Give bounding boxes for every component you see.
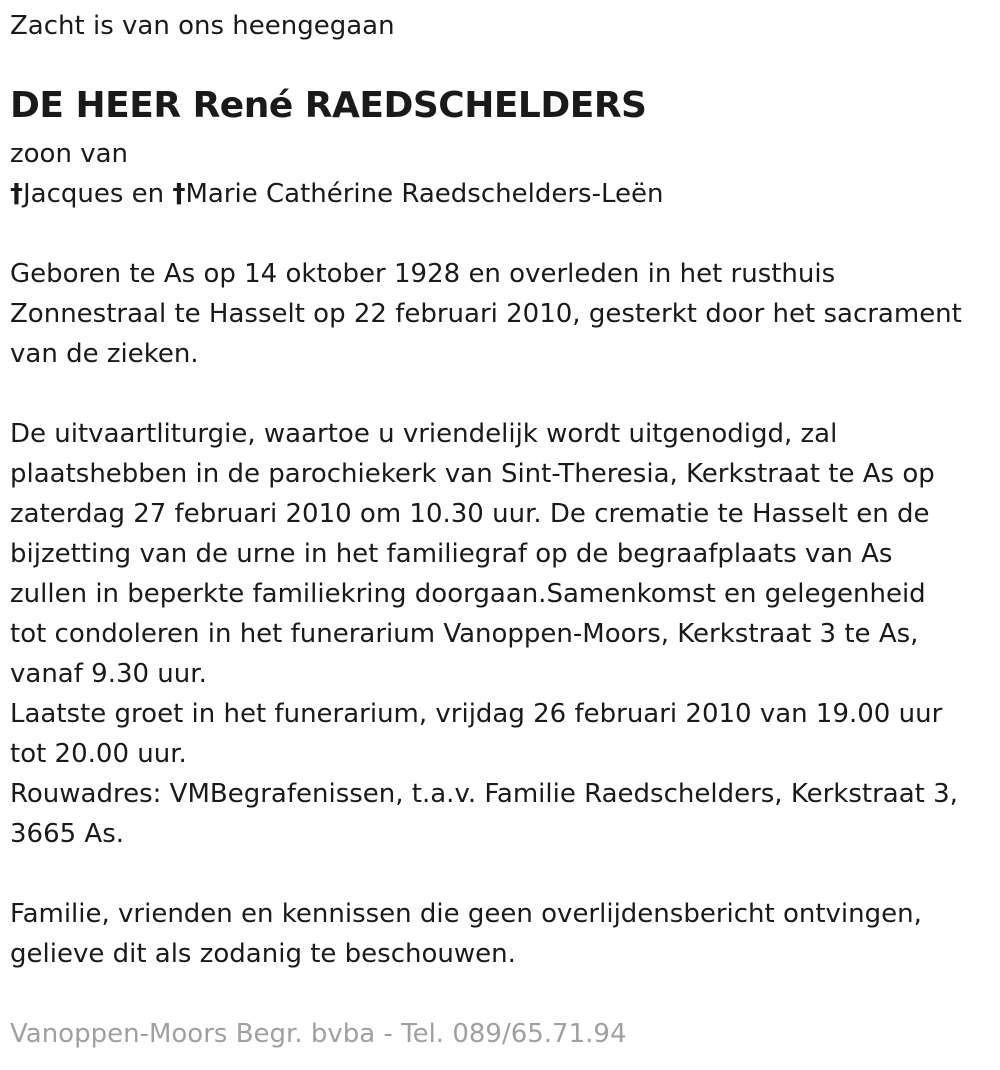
intro-text: Zacht is van ons heengegaan xyxy=(10,11,395,41)
father-name: Jacques en xyxy=(23,179,173,209)
paragraph-line: gelieve dit als zodanig te beschouwen. xyxy=(10,939,516,969)
paragraph-line: Zonnestraal te Hasselt op 22 februari 2010, gesterkt door het sacrament xyxy=(10,299,962,329)
paragraph-line: plaatshebben in de parochiekerk van Sint-Theresia, Kerkstraat te As op xyxy=(10,459,935,489)
paragraph-line: zullen in beperkte familiekring doorgaan.Samenkomst en gelegenheid xyxy=(10,579,926,609)
cross-icon: † xyxy=(10,179,23,209)
family-paragraph xyxy=(10,894,922,974)
funeral-paragraph xyxy=(10,414,958,854)
paragraph-line: zaterdag 27 februari 2010 om 10.30 uur. De crematie te Hasselt en de xyxy=(10,499,930,529)
funeral-home-footer: Vanoppen-Moors Begr. bvba - Tel. 089/65.71.94 xyxy=(10,1019,627,1049)
paragraph-line: Familie, vrienden en kennissen die geen overlijdensbericht ontvingen, xyxy=(10,899,922,929)
deceased-name: DE HEER René RAEDSCHELDERS xyxy=(10,85,647,126)
paragraph-line: De uitvaartliturgie, waartoe u vriendelijk wordt uitgenodigd, zal xyxy=(10,419,838,449)
paragraph-line: tot 20.00 uur. xyxy=(10,739,187,769)
parents-line xyxy=(10,174,663,214)
parents-block xyxy=(10,134,663,214)
paragraph-line: van de zieken. xyxy=(10,339,199,369)
paragraph-line: vanaf 9.30 uur. xyxy=(10,659,207,689)
paragraph-line: 3665 As. xyxy=(10,819,125,849)
birth-death-paragraph xyxy=(10,254,962,374)
son-of-text: zoon van xyxy=(10,139,129,169)
paragraph-line: Geboren te As op 14 oktober 1928 en overleden in het rusthuis xyxy=(10,259,836,289)
mother-name: Marie Cathérine Raedschelders-Leën xyxy=(185,179,664,209)
paragraph-line: Rouwadres: VMBegrafenissen, t.a.v. Familie Raedschelders, Kerkstraat 3, xyxy=(10,779,958,809)
cross-icon: † xyxy=(172,179,186,209)
paragraph-line: bijzetting van de urne in het familiegraf op de begraafplaats van As xyxy=(10,539,893,569)
paragraph-line: tot condoleren in het funerarium Vanoppen-Moors, Kerkstraat 3 te As, xyxy=(10,619,919,649)
paragraph-line: Laatste groet in het funerarium, vrijdag 26 februari 2010 van 19.00 uur xyxy=(10,699,943,729)
